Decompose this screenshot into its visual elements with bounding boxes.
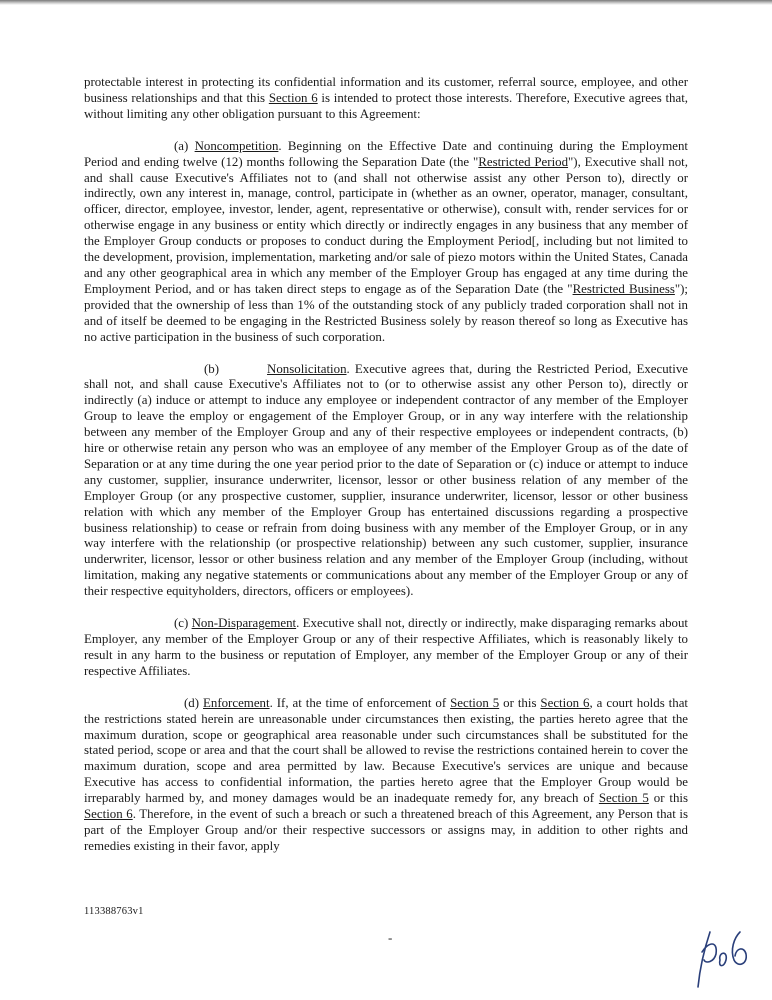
enforcement-paragraph: (d) Enforcement. If, at the time of enforcement of Section 5 or this Section 6, a court holds that the restrictions stated herein are unreasonable under circumstances then existing, the parties hereto agree that the maximum duration, scope or geographical area reasonable under such circumstances shall be substituted for the stated period, scope or area and that the court shall be allowed to revise the restrictions contained herein to cover the maximum duration, scope and area permitted by law. Because Executive's services are unique and because Executive has access to confidential information, the parties hereto agree that the Employer Group would be irreparably harmed by, and money damages would be an inadequate remedy for, any breach of Section 5 or this Section 6. Therefore, in the event of such a breach or such a threatened breach of this Agreement, any Person that is part of the Employer Group and/or their respective successors or assigns may, in addition to other rights and remedies existing in their favor, apply [84, 695, 689, 853]
enforcement-heading: Enforcement [203, 695, 270, 710]
intro-paragraph: protectable interest in protecting its confidential information and its customer, referral source, employee, and other business relationships and that this Section 6 is intended to protect those interests. Therefore, Executive agrees that, without limiting any other obligation pursuant to this Agreement: [84, 75, 689, 121]
restricted-business-term: Restricted Business [572, 281, 675, 296]
section-6-reference: Section 6 [268, 90, 318, 105]
non-disparagement-paragraph: (c) Non-Disparagement. Executive shall not, directly or indirectly, make disparaging remarks about Employer, any member of the Employer Group or any of their respective Affiliates, which is reasonably likely to result in any harm to the business or reputation of Employer, any member of the Employer Group or any of their respective Affiliates. [84, 616, 688, 678]
section-5-reference: Section 5 [598, 791, 649, 806]
handwritten-initials-icon [690, 912, 758, 992]
page-number-mark: - [388, 930, 393, 945]
scan-edge-shadow [0, 0, 772, 5]
section-5-reference: Section 5 [450, 695, 500, 710]
restricted-period-term: Restricted Period [478, 154, 569, 169]
nonsolicitation-heading: Nonsolicitation [267, 361, 347, 376]
non-disparagement-heading: Non-Disparagement [191, 616, 297, 631]
document-body [84, 75, 688, 871]
nonsolicitation-paragraph: (b) Nonsolicitation. Executive agrees that, during the Restricted Period, Executive shall not, and shall cause Executive's Affiliates not to (or to otherwise assist any other Person to), directly or indirectly (a) induce or attempt to induce any employee or independent contractor of any member of the Employer Group to leave the employ or engagement of the Employer Group, or in any way interfere with the relationship between any member of the Employer Group and any of their respective employees or independent contracts, (b) hire or otherwise retain any person who was an employee of any member of the Employer Group as of the date of Separation or at any time during the one year period prior to the date of Separation or (c) induce or attempt to induce any customer, supplier, insurance underwriter, licensor, lessor or other business relation of any member of the Employer Group (or any prospective customer, supplier, insurance underwriter, licensor, lessor or other business relation with which any member of the Employer Group has entertained discussions regarding a prospective business relationship) to cease or refrain from doing business with any member of the Employer Group, or in any way interfere with the relationship (or prospective relationship) between any such customer, supplier, insurance underwriter, licensor, lessor or other business relation and any member of the Employer Group (including, without limitation, making any negative statements or communications about any member of the Employer Group or any of their respective equityholders, directors, officers or employees). [84, 361, 688, 599]
noncompetition-heading: Noncompetition [194, 138, 279, 153]
noncompetition-paragraph: (a) Noncompetition. Beginning on the Effective Date and continuing during the Employment Period and ending twelve (12) months following the Separation Date (the "Restricted Period"), Executive shall not, and shall cause Executive's Affiliates not to (and shall not otherwise assist any other Person to), directly or indirectly, own any interest in, manage, control, participate in (whether as an owner, operator, manager, consultant, officer, director, employee, investor, lender, agent, representative or otherwise), consult with, render services for or otherwise engage in any business or entity which directly or indirectly engages in any business that any member of the Employer Group conducts or proposes to conduct during the Employment Period[, including but not limited to the development, provision, implementation, marketing and/or sale of piezo motors within the United States, Canada and any other geographical area in which any member of the Employer Group has engaged at any time during the Employment Period, and or has taken direct steps to engage as of the Separation Date (the "Restricted Business"); provided that the ownership of less than 1% of the outstanding stock of any publicly traded corporation shall not in and of itself be deemed to be engaging in the Restricted Business solely by reason thereof so long as Executive has no active participation in the business of such corporation. [84, 138, 688, 344]
section-6-reference: Section 6 [540, 695, 590, 710]
section-6-reference: Section 6 [84, 807, 133, 822]
document-id: 113388763v1 [84, 906, 144, 917]
